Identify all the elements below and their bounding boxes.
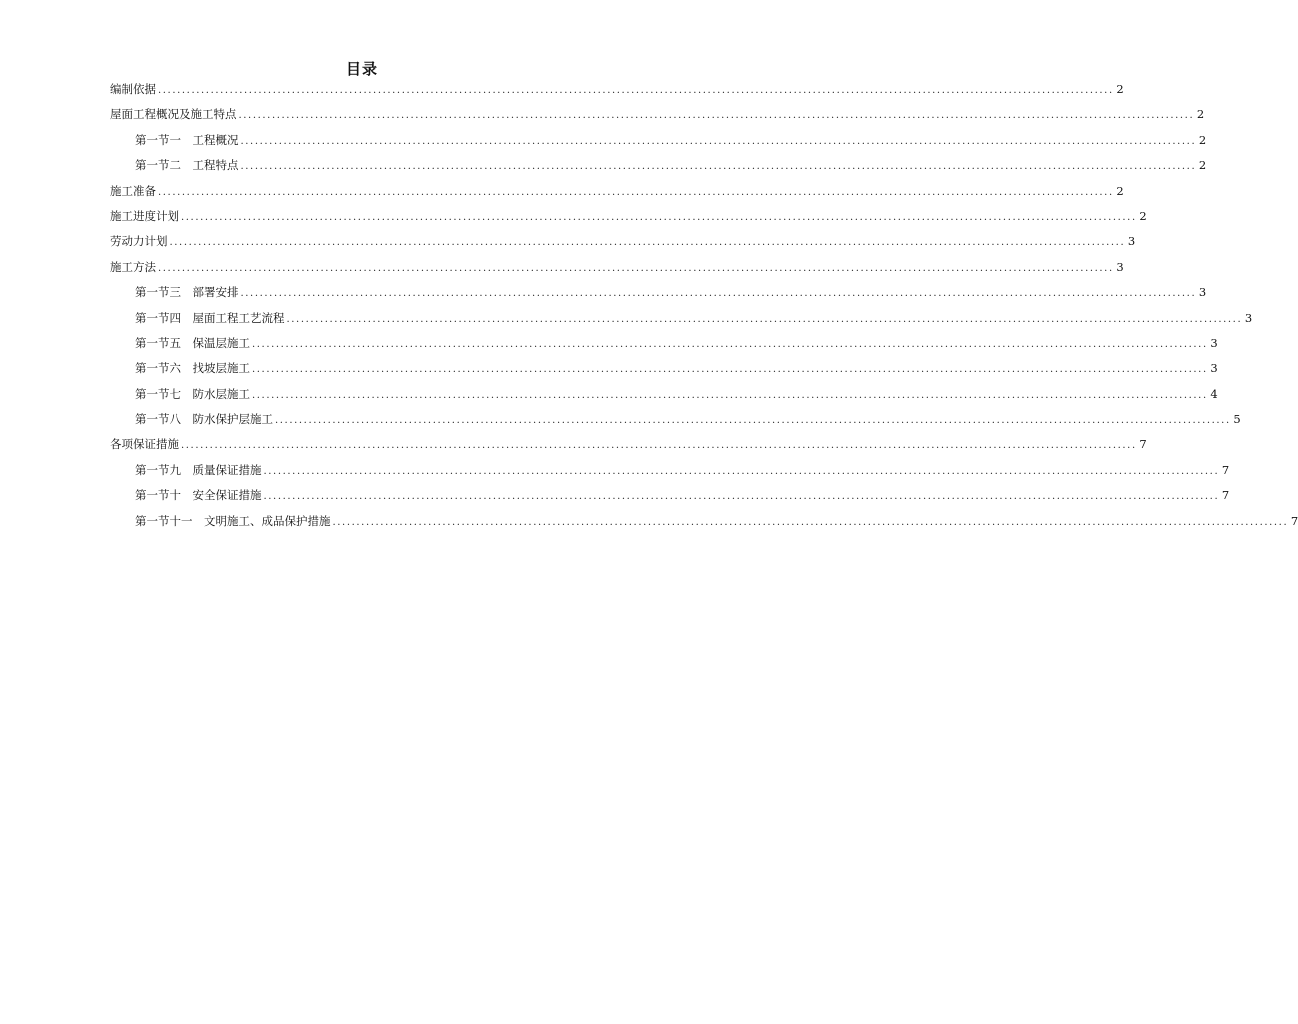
toc-entry[interactable] <box>110 155 1207 180</box>
toc-entry-text: 第一节四 屋面工程工艺流程 <box>135 310 285 325</box>
toc-entry[interactable] <box>110 257 1124 282</box>
toc-entry-text: 编制依据 <box>110 82 156 96</box>
toc-page-number: 3 <box>1127 234 1136 249</box>
toc-page-number: 2 <box>1198 132 1207 147</box>
toc-dot-leader: ........................................................................................................................................................................................................ <box>263 465 1220 477</box>
toc-entry[interactable] <box>110 333 1218 358</box>
toc-dot-leader: ........................................................................................................................................................................................................ <box>275 415 1231 427</box>
toc-dot-leader: ........................................................................................................................................................................................................ <box>238 110 1195 122</box>
toc-entry[interactable] <box>110 409 1241 434</box>
toc-entry-text: 屋面工程概况及施工特点 <box>110 107 237 122</box>
toc-dot-leader: ........................................................................................................................................................................................................ <box>181 440 1137 452</box>
toc-dot-leader: ........................................................................................................................................................................................................ <box>240 161 1197 173</box>
toc-dot-leader: ........................................................................................................................................................................................................ <box>252 364 1208 376</box>
toc-page-number: 3 <box>1244 310 1253 325</box>
toc-entry[interactable] <box>110 308 1253 333</box>
toc-entry-text: 第一节十一 文明施工、成品保护措施 <box>135 513 331 528</box>
toc-dot-leader: ........................................................................................................................................................................................................ <box>263 491 1220 503</box>
toc-page-number: 2 <box>1198 158 1207 173</box>
toc-page-number: 7 <box>1290 513 1298 528</box>
toc-dot-leader: ........................................................................................................................................................................................................ <box>240 288 1197 300</box>
toc-dot-leader: ........................................................................................................................................................................................................ <box>158 262 1114 274</box>
toc-entry[interactable] <box>110 130 1207 155</box>
toc-dot-leader: ........................................................................................................................................................................................................ <box>240 135 1197 147</box>
toc-entry[interactable] <box>110 79 1124 104</box>
toc-entry-text: 第一节二 工程特点 <box>135 158 239 173</box>
toc-dot-leader: ........................................................................................................................................................................................................ <box>252 338 1208 350</box>
toc-entry-text: 第一节五 保温层施工 <box>135 335 250 350</box>
toc-page-number: 2 <box>1139 208 1147 223</box>
toc-entry-text: 劳动力计划 <box>110 234 168 249</box>
toc-dot-leader: ........................................................................................................................................................................................................ <box>286 313 1243 325</box>
toc-entry[interactable] <box>110 358 1218 383</box>
table-of-contents <box>110 79 1298 536</box>
toc-entry[interactable] <box>110 485 1230 510</box>
toc-title: 目录 <box>345 60 378 78</box>
toc-entry[interactable] <box>110 434 1147 459</box>
toc-entry[interactable] <box>110 384 1218 409</box>
toc-page-number: 3 <box>1116 259 1124 274</box>
toc-entry[interactable] <box>110 104 1205 129</box>
toc-entry-text: 第一节八 防水保护层施工 <box>135 412 273 427</box>
toc-entry-text: 各项保证措施 <box>110 437 179 452</box>
toc-page-number: 2 <box>1116 183 1124 198</box>
toc-entry-text: 第一节一 工程概况 <box>135 132 239 147</box>
toc-page-number: 3 <box>1198 285 1207 300</box>
toc-page-number: 7 <box>1139 437 1147 452</box>
toc-dot-leader: ........................................................................................................................................................................................................ <box>158 186 1114 198</box>
toc-entry-text: 第一节六 找坡层施工 <box>135 361 250 376</box>
toc-entry[interactable] <box>110 181 1124 206</box>
toc-entry[interactable] <box>110 460 1230 485</box>
toc-page-number: 2 <box>1196 107 1205 122</box>
toc-entry-text: 第一节三 部署安排 <box>135 285 239 300</box>
toc-page-number: 2 <box>1116 82 1124 96</box>
toc-entry[interactable] <box>110 511 1298 536</box>
toc-page-number: 5 <box>1233 412 1241 427</box>
toc-dot-leader: ........................................................................................................................................................................................................ <box>181 211 1137 223</box>
toc-entry-text: 施工准备 <box>110 183 156 198</box>
toc-entry-text: 施工方法 <box>110 259 156 274</box>
toc-entry[interactable] <box>110 282 1207 307</box>
toc-dot-leader: ........................................................................................................................................................................................................ <box>252 389 1208 401</box>
toc-dot-leader: ........................................................................................................................................................................................................ <box>332 516 1289 528</box>
toc-dot-leader: ........................................................................................................................................................................................................ <box>158 85 1114 96</box>
toc-page-number: 3 <box>1210 335 1218 350</box>
toc-entry[interactable] <box>110 231 1136 256</box>
toc-entry-text: 第一节七 防水层施工 <box>135 386 250 401</box>
toc-page-number: 7 <box>1221 462 1230 477</box>
toc-page-number: 7 <box>1221 488 1230 503</box>
toc-entry-text: 第一节九 质量保证措施 <box>135 462 262 477</box>
toc-entry[interactable] <box>110 206 1147 231</box>
toc-entry-text: 第一节十 安全保证措施 <box>135 488 262 503</box>
toc-entry-text: 施工进度计划 <box>110 208 179 223</box>
toc-page-number: 3 <box>1210 361 1218 376</box>
toc-dot-leader: ........................................................................................................................................................................................................ <box>169 237 1126 249</box>
toc-page-number: 4 <box>1210 386 1218 401</box>
